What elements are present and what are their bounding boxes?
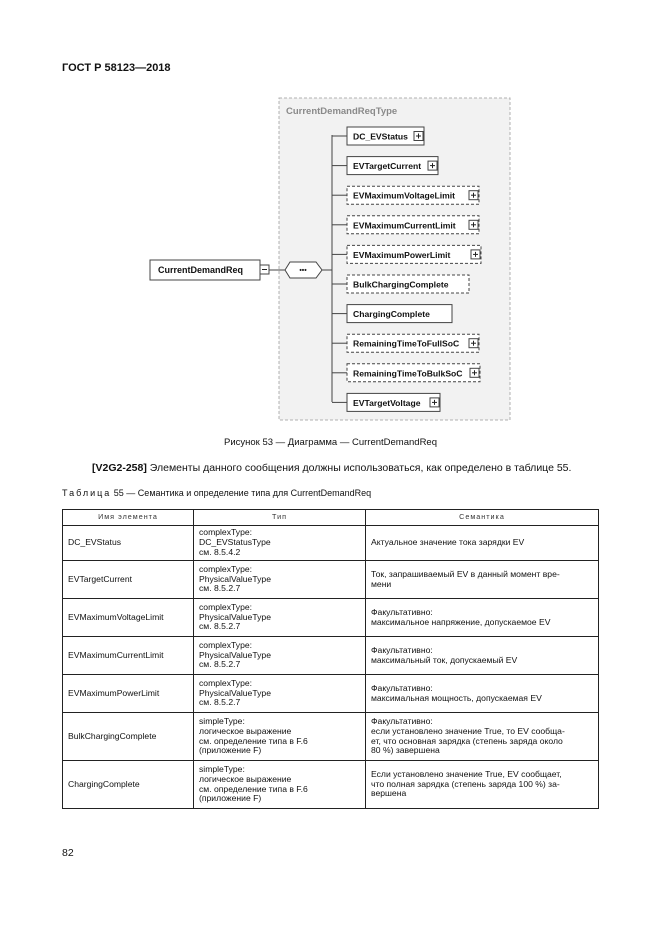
child-element bbox=[332, 157, 438, 175]
element-name-cell: BulkChargingComplete bbox=[63, 713, 194, 761]
element-name-cell: EVMaximumCurrentLimit bbox=[63, 637, 194, 675]
table-row bbox=[63, 713, 599, 761]
table-caption-prefix: Таблица bbox=[62, 488, 112, 498]
table-header-row bbox=[63, 510, 599, 526]
table-row bbox=[63, 761, 599, 809]
table-caption-text: 55 — Семантика и определение типа для CurrentDemandReq bbox=[111, 488, 372, 498]
child-element bbox=[332, 216, 479, 234]
table-caption bbox=[62, 488, 371, 498]
schema-diagram bbox=[0, 0, 661, 450]
type-cell: simpleType: логическое выражение см. определение типа в F.6 (приложение F) bbox=[194, 713, 366, 761]
child-element bbox=[332, 305, 452, 323]
sequence-symbol: ••• bbox=[299, 267, 307, 275]
type-cell: complexType: PhysicalValueType см. 8.5.2.7 bbox=[194, 599, 366, 637]
semantics-cell: Актуальное значение тока зарядки EV bbox=[366, 526, 599, 561]
child-element-label: EVTargetCurrent bbox=[353, 161, 422, 172]
child-element-label: DC_EVStatus bbox=[353, 131, 408, 142]
child-element-label: RemainingTimeToBulkSoC bbox=[353, 368, 463, 379]
header-semantics: Семантика bbox=[366, 510, 599, 526]
type-cell: simpleType: логическое выражение см. определение типа в F.6 (приложение F) bbox=[194, 761, 366, 809]
child-element bbox=[332, 245, 481, 263]
type-cell: complexType: PhysicalValueType см. 8.5.2.7 bbox=[194, 561, 366, 599]
root-element-label: CurrentDemandReq bbox=[158, 265, 244, 275]
child-element bbox=[332, 275, 469, 293]
type-cell: complexType: PhysicalValueType см. 8.5.2.7 bbox=[194, 675, 366, 713]
requirement-text: Элементы данного сообщения должны использоваться, как определено в таблице 55. bbox=[146, 462, 572, 474]
page-number: 82 bbox=[62, 847, 74, 859]
semantics-cell: Факультативно: максимальная мощность, допускаемая EV bbox=[366, 675, 599, 713]
element-name-cell: DC_EVStatus bbox=[63, 526, 194, 561]
requirement-ref: [V2G2-258] bbox=[92, 462, 147, 474]
element-name-cell: EVTargetCurrent bbox=[63, 561, 194, 599]
semantics-cell: Ток, запрашиваемый EV в данный момент вре- мени bbox=[366, 561, 599, 599]
child-element bbox=[332, 393, 440, 411]
table-row bbox=[63, 599, 599, 637]
child-element-label: ChargingComplete bbox=[353, 309, 430, 320]
document-header: ГОСТ Р 58123—2018 bbox=[62, 62, 171, 74]
child-element-label: BulkChargingComplete bbox=[353, 279, 449, 290]
semantics-cell: Факультативно: максимальный ток, допускаемый EV bbox=[366, 637, 599, 675]
child-element-label: EVTargetVoltage bbox=[353, 397, 421, 408]
semantics-table bbox=[62, 509, 599, 809]
header-type: Тип bbox=[194, 510, 366, 526]
child-element-label: EVMaximumVoltageLimit bbox=[353, 190, 456, 201]
child-element bbox=[332, 186, 479, 204]
child-element bbox=[332, 364, 480, 382]
type-cell: complexType: DC_EVStatusType см. 8.5.4.2 bbox=[194, 526, 366, 561]
semantics-cell: Факультативно: если установлено значение True, то EV сообща- ет, что основная зарядка (степень заряда около 80 %) завершена bbox=[366, 713, 599, 761]
table-row bbox=[63, 675, 599, 713]
requirement-paragraph bbox=[92, 462, 571, 474]
element-name-cell: EVMaximumPowerLimit bbox=[63, 675, 194, 713]
semantics-cell: Если установлено значение True, EV сообщает, что полная зарядка (степень заряда 100 %) за- вершена bbox=[366, 761, 599, 809]
semantics-cell: Факультативно: максимальное напряжение, допускаемое EV bbox=[366, 599, 599, 637]
table-row bbox=[63, 561, 599, 599]
child-element-label: EVMaximumCurrentLimit bbox=[353, 220, 456, 231]
element-name-cell: ChargingComplete bbox=[63, 761, 194, 809]
table-row bbox=[63, 526, 599, 561]
child-element bbox=[332, 334, 479, 352]
child-element-label: EVMaximumPowerLimit bbox=[353, 249, 451, 260]
table-row bbox=[63, 637, 599, 675]
child-element-label: RemainingTimeToFullSoC bbox=[353, 338, 460, 349]
figure-caption: Рисунок 53 — Диаграмма — CurrentDemandReq bbox=[223, 437, 437, 448]
type-name: CurrentDemandReqType bbox=[286, 106, 398, 117]
element-name-cell: EVMaximumVoltageLimit bbox=[63, 599, 194, 637]
type-cell: complexType: PhysicalValueType см. 8.5.2.7 bbox=[194, 637, 366, 675]
header-name: Имя элемента bbox=[63, 510, 194, 526]
